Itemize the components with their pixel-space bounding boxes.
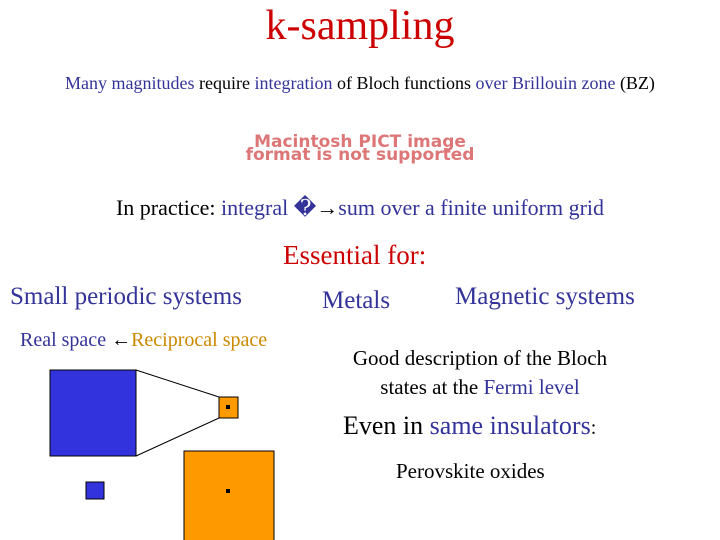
good-line1: Good description of the Bloch (352, 346, 608, 370)
practice-rest: sum over a finite uniform grid (338, 195, 605, 220)
practice-prefix: In practice: (115, 195, 221, 220)
perovskite-oxides: Perovskite oxides (396, 459, 545, 483)
same-insulators: same insulators (429, 411, 591, 440)
projection-line-top (136, 370, 219, 397)
subtitle-integration: integration (254, 73, 333, 93)
essential-for-heading: Essential for: (283, 240, 427, 270)
large-real-space-cell (50, 370, 136, 456)
fermi-level: Fermi level (483, 375, 580, 399)
practice-glyph: � (293, 195, 317, 220)
left-arrow: ← (111, 329, 132, 351)
practice-arrow: → (316, 195, 339, 220)
gamma-point-small (226, 405, 230, 409)
reciprocal-space-label: Reciprocal space (131, 329, 268, 351)
magnetic-systems: Magnetic systems (455, 283, 635, 310)
slide-title: k-sampling (265, 3, 455, 49)
small-real-space-cell (86, 482, 104, 499)
even-prefix: Even in (343, 411, 430, 440)
large-brillouin-zone (184, 451, 274, 540)
subtitle-over-bz: over Brillouin zone (475, 73, 616, 93)
gamma-point-large (226, 489, 230, 493)
good-line2-prefix: states at the (380, 375, 484, 399)
subtitle-bz: (BZ) (615, 73, 655, 93)
real-space-label: Real space (20, 329, 107, 351)
small-periodic-systems: Small periodic systems (10, 283, 242, 310)
subtitle-bloch: of Bloch functions (332, 73, 476, 93)
practice-integral: integral (221, 195, 289, 220)
projection-line-bottom (136, 418, 219, 456)
subtitle-require: require (194, 73, 255, 93)
metals: Metals (322, 287, 391, 314)
subtitle-many-magnitudes: Many magnitudes (65, 73, 195, 93)
even-colon: : (590, 417, 597, 439)
unsupported-image-placeholder: Macintosh PICT image format is not supported (245, 132, 475, 165)
